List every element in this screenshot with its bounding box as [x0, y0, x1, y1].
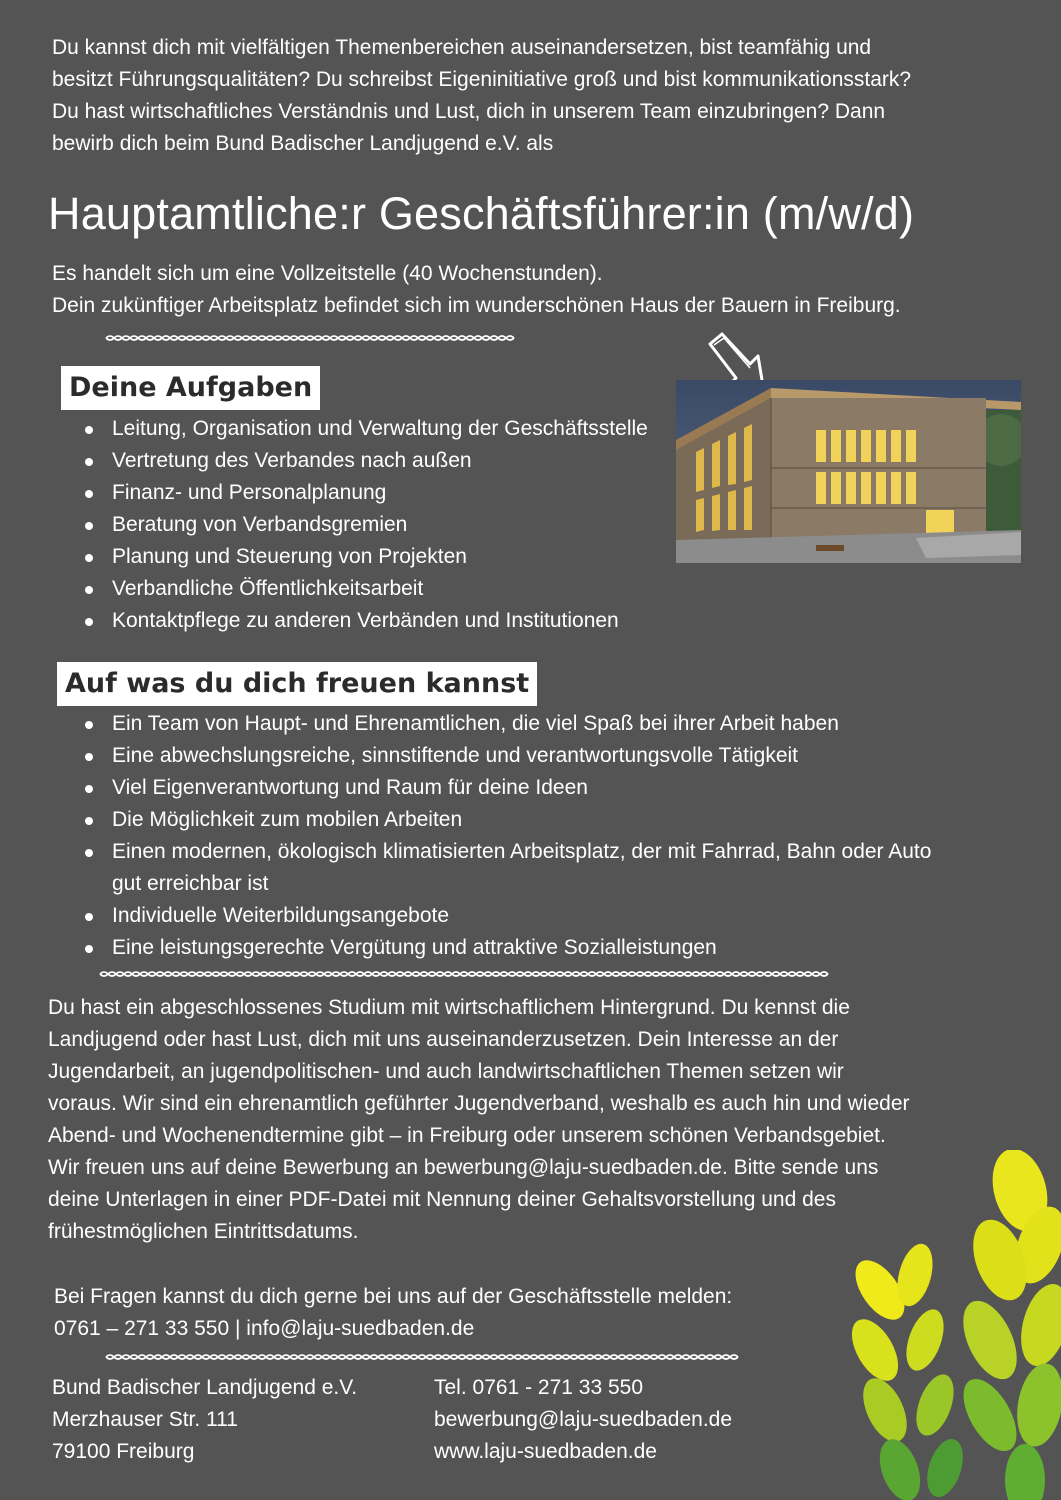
list-item-continuation: gut erreichbar ist	[112, 872, 269, 895]
position-info	[52, 258, 901, 322]
list-item-text: Einen modernen, ökologisch klimatisierten Arbeitsplatz, der mit Fahrrad, Bahn oder Auto	[112, 840, 932, 863]
requirements-line: Abend- und Wochenendtermine gibt – in Freiburg oder unserem schönen Verbandsgebiet.	[48, 1124, 886, 1147]
intro-line: Du kannst dich mit vielfältigen Themenbereichen auseinandersetzen, bist teamfähig und	[52, 36, 872, 59]
position-line: Dein zukünftiger Arbeitsplatz befindet sich im wunderschönen Haus der Bauern in Freiburg.	[52, 294, 901, 317]
benefits-list	[82, 708, 931, 964]
organization-name: Bund Badischer Landjugend e.V.	[52, 1376, 358, 1399]
tasks-heading: Deine Aufgaben	[61, 366, 320, 410]
requirements-line: Wir freuen uns auf deine Bewerbung an bewerbung@laju-suedbaden.de. Bitte sende uns	[48, 1156, 879, 1179]
wavy-divider	[106, 1352, 738, 1362]
requirements-line: frühestmöglichen Eintrittsdatums.	[48, 1220, 359, 1243]
intro-text	[52, 32, 1022, 160]
list-item: Ein Team von Haupt- und Ehrenamtlichen, die viel Spaß bei ihrer Arbeit haben	[82, 708, 931, 740]
footer-phone: Tel. 0761 - 271 33 550	[434, 1376, 643, 1399]
building-photo	[676, 380, 1021, 563]
intro-line: Du hast wirtschaftliches Verständnis und Lust, dich in unserem Team einzubringen? Dann	[52, 100, 886, 123]
city-address: 79100 Freiburg	[52, 1440, 195, 1463]
intro-line: besitzt Führungsqualitäten? Du schreibst Eigeninitiative groß und bist kommunikationsstark?	[52, 68, 912, 91]
position-line: Es handelt sich um eine Vollzeitstelle (40 Wochenstunden).	[52, 262, 603, 285]
list-item: Vertretung des Verbandes nach außen	[82, 445, 648, 477]
list-item: Eine leistungsgerechte Vergütung und attraktive Sozialleistungen	[82, 932, 931, 964]
questions-text	[54, 1281, 732, 1345]
tasks-list	[82, 413, 648, 637]
wheat-leaves-decoration	[840, 1150, 1061, 1500]
contact-phone-email: 0761 – 271 33 550 | info@laju-suedbaden.de	[54, 1317, 475, 1340]
requirements-line: Jugendarbeit, an jugendpolitischen- und auch landwirtschaftlichen Themen setzen wir	[48, 1060, 844, 1083]
list-item	[82, 836, 931, 900]
footer-email: bewerbung@laju-suedbaden.de	[434, 1408, 733, 1431]
list-item: Finanz- und Personalplanung	[82, 477, 648, 509]
footer-address	[52, 1372, 357, 1468]
list-item: Eine abwechslungsreiche, sinnstiftende und verantwortungsvolle Tätigkeit	[82, 740, 931, 772]
intro-line: bewirb dich beim Bund Badischer Landjugend e.V. als	[52, 132, 554, 155]
requirements-line: Du hast ein abgeschlossenes Studium mit wirtschaftlichem Hintergrund. Du kennst die	[48, 996, 850, 1019]
wavy-divider	[100, 969, 828, 979]
questions-line: Bei Fragen kannst du dich gerne bei uns auf der Geschäftsstelle melden:	[54, 1285, 733, 1308]
requirements-line: voraus. Wir sind ein ehrenamtlich geführter Jugendverband, weshalb es auch hin und wieder	[48, 1092, 910, 1115]
footer-contact	[434, 1372, 732, 1468]
wavy-divider	[106, 333, 518, 343]
job-title: Hauptamtliche:r Geschäftsführer:in (m/w/d)	[48, 188, 915, 239]
list-item: Individuelle Weiterbildungsangebote	[82, 900, 931, 932]
list-item: Viel Eigenverantwortung und Raum für deine Ideen	[82, 772, 931, 804]
list-item: Kontaktpflege zu anderen Verbänden und Institutionen	[82, 605, 648, 637]
list-item: Die Möglichkeit zum mobilen Arbeiten	[82, 804, 931, 836]
footer-website: www.laju-suedbaden.de	[434, 1440, 657, 1463]
requirements-line: Landjugend oder hast Lust, dich mit uns auseinanderzusetzen. Dein Interesse an der	[48, 1028, 839, 1051]
list-item: Leitung, Organisation und Verwaltung der Geschäftsstelle	[82, 413, 648, 445]
list-item: Beratung von Verbandsgremien	[82, 509, 648, 541]
street-address: Merzhauser Str. 111	[52, 1408, 238, 1431]
requirements-line: deine Unterlagen in einer PDF-Datei mit Nennung deiner Gehaltsvorstellung und des	[48, 1188, 836, 1211]
list-item: Verbandliche Öffentlichkeitsarbeit	[82, 573, 648, 605]
list-item: Planung und Steuerung von Projekten	[82, 541, 648, 573]
benefits-heading: Auf was du dich freuen kannst	[57, 662, 537, 706]
